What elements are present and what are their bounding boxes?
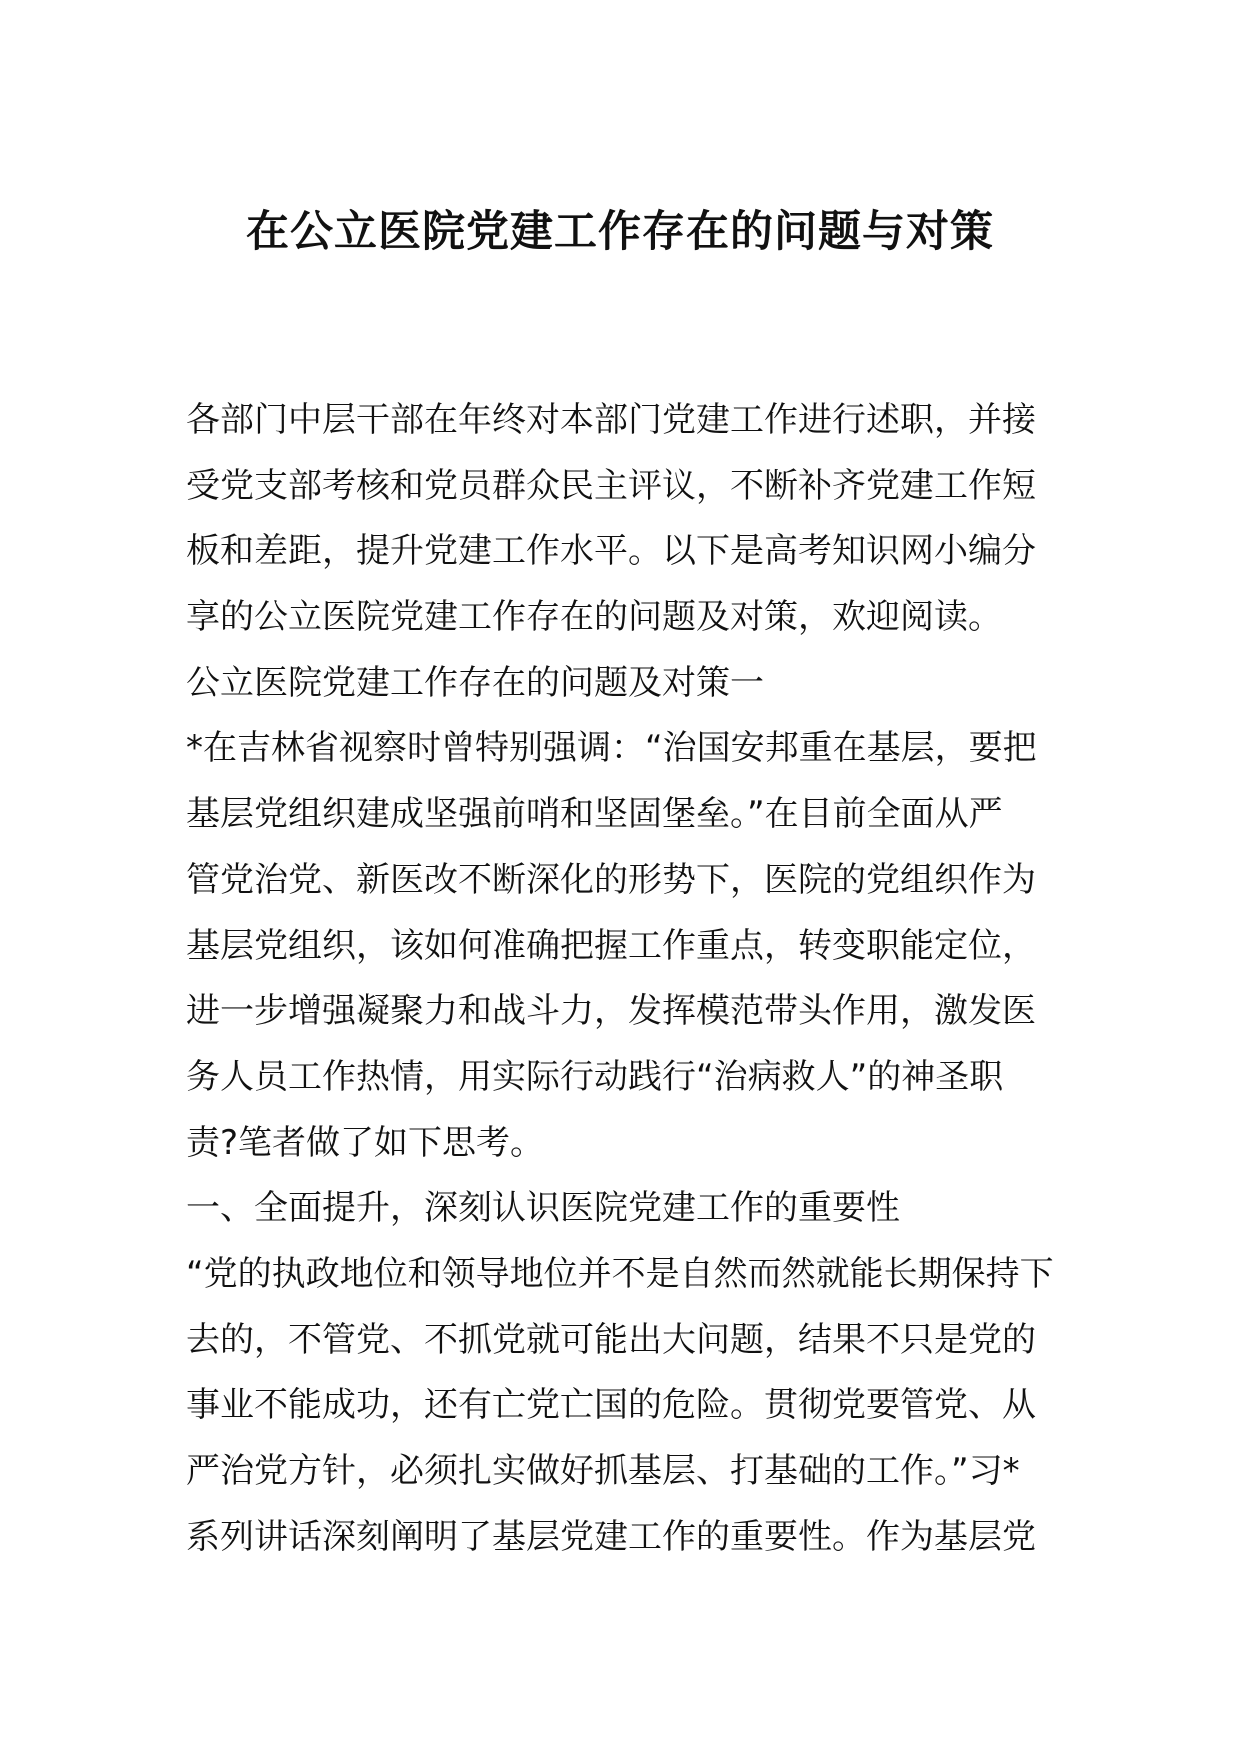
body-line: 务人员工作热情，用实际行动践行“治病救人”的神圣职 xyxy=(186,1056,1004,1097)
body-line: 严治党方针，必须扎实做好抓基层、打基础的工作。”习* xyxy=(186,1451,1020,1491)
body-line: 基层党组织，该如何准确把握工作重点，转变职能定位， xyxy=(186,925,1036,966)
body-line: 受党支部考核和党员群众民主评议，不断补齐党建工作短 xyxy=(186,465,1036,506)
section-heading: 一、全面提升，深刻认识医院党建工作的重要性 xyxy=(186,1188,900,1229)
body-line: 系列讲话深刻阐明了基层党建工作的重要性。作为基层党 xyxy=(186,1516,1036,1557)
body-line: 板和差距，提升党建工作水平。以下是高考知识网小编分 xyxy=(186,531,1036,572)
body-line: 责?笔者做了如下思考。 xyxy=(186,1122,545,1163)
body-line: “党的执政地位和领导地位并不是自然而然就能长期保持下 xyxy=(186,1253,1054,1294)
body-line: 享的公立医院党建工作存在的问题及对策，欢迎阅读。 xyxy=(186,597,1002,638)
body-line: 去的，不管党、不抓党就可能出大问题，结果不只是党的 xyxy=(186,1319,1036,1360)
body-line: 管党治党、新医改不断深化的形势下，医院的党组织作为 xyxy=(186,859,1036,900)
body-line: 事业不能成功，还有亡党亡国的危险。贯彻党要管党、从 xyxy=(186,1385,1036,1426)
section-heading: 公立医院党建工作存在的问题及对策一 xyxy=(186,662,764,703)
body-line: 各部门中层干部在年终对本部门党建工作进行述职，并接 xyxy=(186,400,1036,440)
document-body xyxy=(186,388,1056,1570)
body-line: 基层党组织建成坚强前哨和坚固堡垒。”在目前全面从严 xyxy=(186,794,1003,835)
body-line: *在吉林省视察时曾特别强调：“治国安邦重在基层，要把 xyxy=(186,728,1037,769)
document-title: 在公立医院党建工作存在的问题与对策 xyxy=(246,207,994,257)
body-line: 进一步增强凝聚力和战斗力，发挥模范带头作用，激发医 xyxy=(186,991,1036,1032)
